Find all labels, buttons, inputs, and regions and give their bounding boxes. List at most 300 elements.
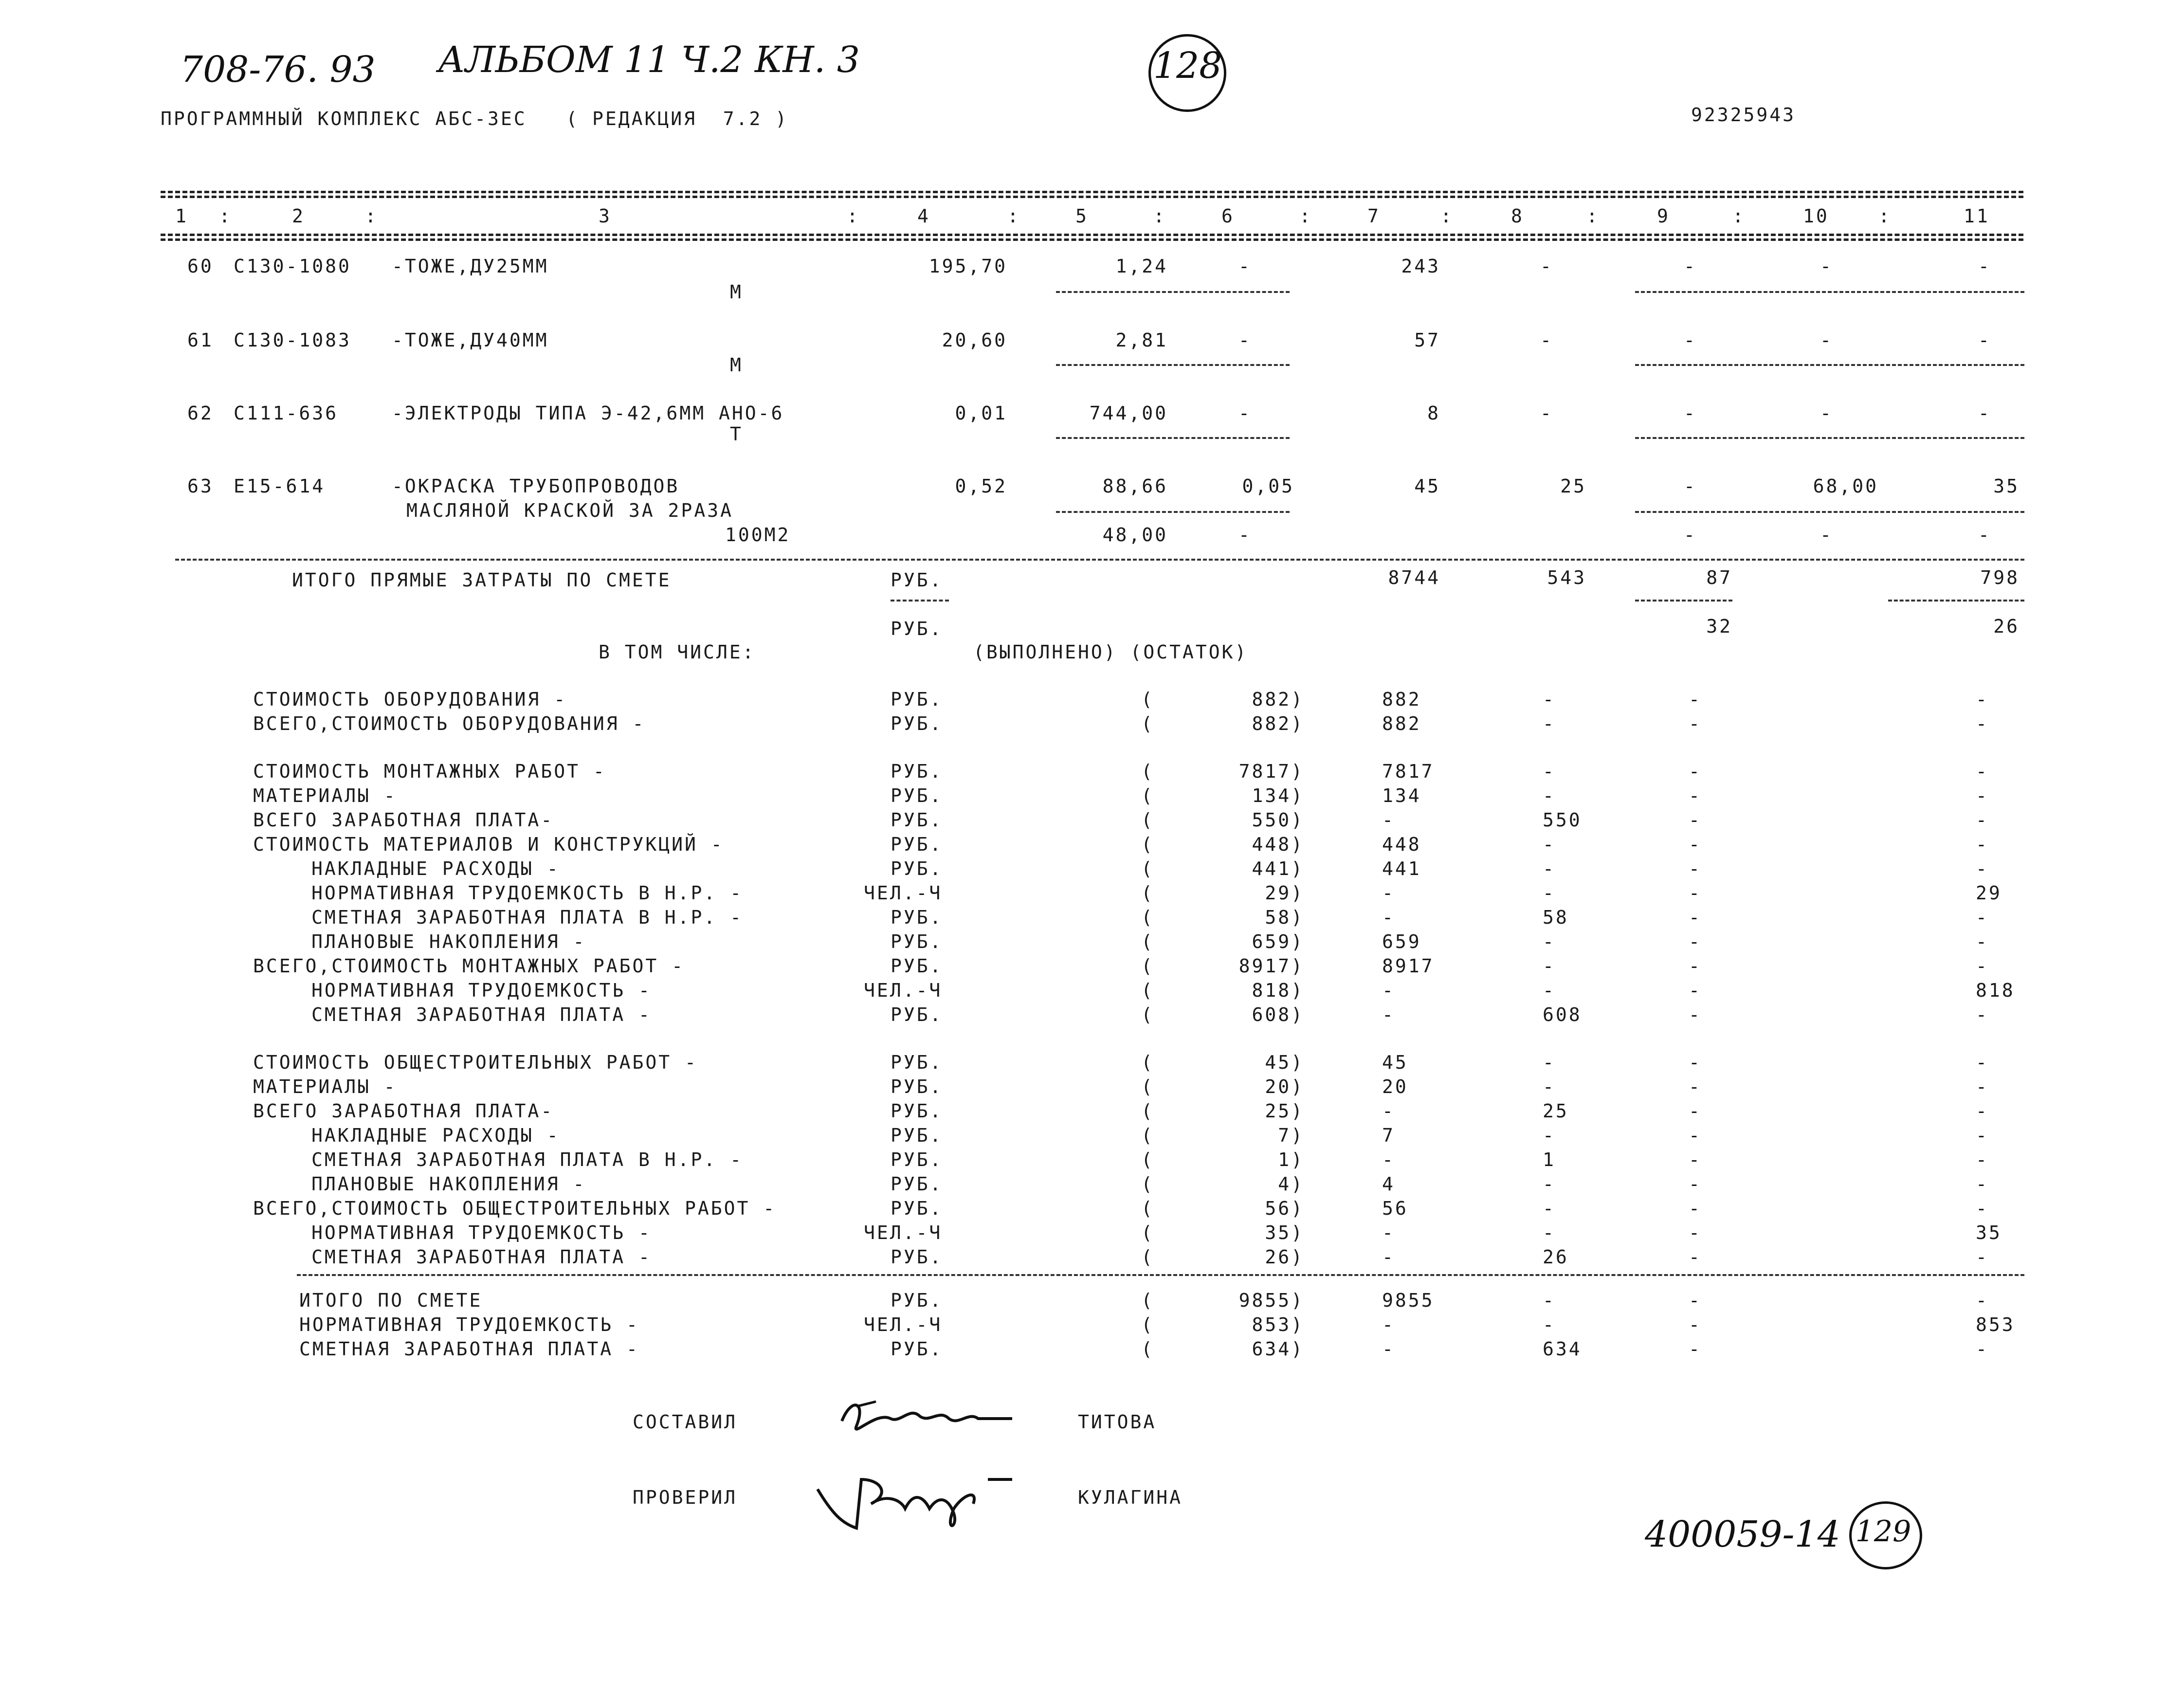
summary-c11: -: [1976, 1198, 1989, 1219]
divider: [1056, 437, 1290, 439]
item-c5: 88,66: [1102, 475, 1168, 497]
summary-c7: 20: [1382, 1076, 1408, 1097]
col-header-3: 3: [599, 205, 612, 227]
composed-label: СОСТАВИЛ: [633, 1411, 738, 1433]
summary-c9: -: [1689, 1052, 1702, 1073]
summary-unit: ЧЕЛ.-Ч: [864, 980, 943, 1001]
signature-composed: [837, 1392, 1022, 1445]
summary-c11: -: [1976, 1076, 1989, 1097]
total-direct-c9b: 32: [1706, 616, 1732, 637]
paren-open: (: [1141, 1076, 1154, 1097]
summary-c7: 882: [1382, 713, 1421, 734]
summary-unit: РУБ.: [891, 1100, 943, 1122]
item-name: -ТОЖЕ,ДУ40ММ: [392, 329, 549, 351]
album-code: 708-76. 93: [180, 49, 376, 91]
summary-c8: -: [1543, 1052, 1556, 1073]
summary-done: 26): [1265, 1246, 1304, 1268]
item-name: -ТОЖЕ,ДУ25ММ: [392, 255, 549, 277]
item-c7: 45: [1414, 475, 1440, 497]
final-unit: РУБ.: [891, 1290, 943, 1311]
summary-label: СТОИМОСТЬ МОНТАЖНЫХ РАБОТ -: [253, 761, 606, 782]
summary-c9: -: [1689, 1125, 1702, 1146]
summary-label: НОРМАТИВНАЯ ТРУДОЕМКОСТЬ -: [311, 1222, 652, 1243]
divider: [1056, 364, 1290, 366]
item-c10: -: [1820, 402, 1833, 424]
summary-c11: -: [1976, 1052, 1989, 1073]
paren-open: (: [1141, 809, 1154, 831]
final-c7: -: [1382, 1338, 1395, 1360]
col-sep: :: [1586, 205, 1600, 227]
album-title: АЛЬБОМ 11 Ч.2 КН. 3: [438, 39, 860, 81]
item-unit: Т: [730, 423, 743, 445]
item-no: 63: [187, 475, 214, 497]
final-c8: -: [1543, 1314, 1556, 1335]
program-title: ПРОГРАММНЫЙ КОМПЛЕКС АБС-ЗЕС ( РЕДАКЦИЯ 7.2 ): [161, 108, 789, 129]
summary-done: 882): [1252, 713, 1304, 734]
final-c9: -: [1689, 1338, 1702, 1360]
paren-open: (: [1141, 882, 1154, 904]
summary-label: НОРМАТИВНАЯ ТРУДОЕМКОСТЬ В Н.Р. -: [311, 882, 743, 904]
summary-c9: -: [1689, 1076, 1702, 1097]
summary-label: ВСЕГО,СТОИМОСТЬ МОНТАЖНЫХ РАБОТ -: [253, 955, 685, 977]
summary-c11: 35: [1976, 1222, 2002, 1243]
summary-c7: 441: [1382, 858, 1421, 879]
summary-done: 7): [1278, 1125, 1304, 1146]
summary-c8: -: [1543, 1076, 1556, 1097]
item-code: С111-636: [234, 402, 339, 424]
final-c11: 853: [1976, 1314, 2015, 1335]
paren-open: (: [1141, 761, 1154, 782]
divider: [1888, 600, 2024, 602]
item-c8: -: [1540, 402, 1553, 424]
summary-unit: ЧЕЛ.-Ч: [864, 1222, 943, 1243]
summary-label: ВСЕГО ЗАРАБОТНАЯ ПЛАТА-: [253, 809, 554, 831]
item-c7: 8: [1427, 402, 1440, 424]
summary-c11: -: [1976, 1246, 1989, 1268]
item-qty: 0,01: [955, 402, 1007, 424]
summary-c8: 1: [1543, 1149, 1556, 1170]
summary-c7: -: [1382, 980, 1395, 1001]
col-sep: :: [1878, 205, 1892, 227]
item-c6: -: [1238, 402, 1252, 424]
item-no: 60: [187, 255, 214, 277]
summary-unit: РУБ.: [891, 1052, 943, 1073]
paren-open: (: [1141, 834, 1154, 855]
item-c9: -: [1684, 475, 1697, 497]
summary-c11: -: [1976, 761, 1989, 782]
col-header-8: 8: [1511, 205, 1524, 227]
item-code: С130-1083: [234, 329, 351, 351]
summary-c9: -: [1689, 1198, 1702, 1219]
final-c7: 9855: [1382, 1290, 1435, 1311]
summary-unit: РУБ.: [891, 834, 943, 855]
footer-page-number: 129: [1855, 1514, 1911, 1549]
summary-label: ВСЕГО,СТОИМОСТЬ ОБЩЕСТРОИТЕЛЬНЫХ РАБОТ -: [253, 1198, 777, 1219]
col-sep: :: [1299, 205, 1312, 227]
summary-c8: -: [1543, 713, 1556, 734]
summary-done: 29): [1265, 882, 1304, 904]
summary-unit: РУБ.: [891, 689, 943, 710]
summary-label: СМЕТНАЯ ЗАРАБОТНАЯ ПЛАТА В Н.Р. -: [311, 1149, 743, 1170]
summary-c7: 4: [1382, 1173, 1395, 1195]
summary-c7: -: [1382, 1149, 1395, 1170]
summary-unit: ЧЕЛ.-Ч: [864, 882, 943, 904]
summary-unit: РУБ.: [891, 785, 943, 806]
summary-c11: -: [1976, 1149, 1989, 1170]
including-label: В ТОМ ЧИСЛЕ:: [599, 641, 756, 663]
summary-unit: РУБ.: [891, 1246, 943, 1268]
summary-c11: -: [1976, 907, 1989, 928]
divider: [1056, 291, 1290, 293]
summary-done: 882): [1252, 689, 1304, 710]
summary-c9: -: [1689, 713, 1702, 734]
summary-c8: -: [1543, 1198, 1556, 1219]
col-sep: :: [1732, 205, 1746, 227]
summary-label: НОРМАТИВНАЯ ТРУДОЕМКОСТЬ -: [311, 980, 652, 1001]
summary-label: ПЛАНОВЫЕ НАКОПЛЕНИЯ -: [311, 1173, 586, 1195]
summary-label: МАТЕРИАЛЫ -: [253, 785, 397, 806]
paren-open: (: [1141, 931, 1154, 952]
paren-open: (: [1141, 785, 1154, 806]
summary-c7: -: [1382, 1004, 1395, 1025]
total-direct-c11b: 26: [1993, 616, 2020, 637]
header-rule-top: [161, 191, 2023, 193]
summary-unit: РУБ.: [891, 1125, 943, 1146]
item-c8: 25: [1560, 475, 1586, 497]
section-rule: [297, 1274, 2024, 1276]
item-c11: -: [1978, 402, 1991, 424]
paren-open: (: [1141, 1246, 1154, 1268]
item-c6: 0,05: [1242, 475, 1294, 497]
item-no: 62: [187, 402, 214, 424]
item-code: Е15-614: [234, 475, 326, 497]
summary-c7: 8917: [1382, 955, 1435, 977]
item-qty: 195,70: [928, 255, 1007, 277]
summary-c8: -: [1543, 858, 1556, 879]
summary-c11: -: [1976, 713, 1989, 734]
divider: [1635, 600, 1732, 602]
summary-done: 441): [1252, 858, 1304, 879]
paren-open: (: [1141, 713, 1154, 734]
col-header-5: 5: [1075, 205, 1089, 227]
col-header-2: 2: [292, 205, 305, 227]
paren-open: (: [1141, 1290, 1154, 1311]
col-header-4: 4: [917, 205, 930, 227]
item-c5: 2,81: [1115, 329, 1168, 351]
item-unit: М: [730, 281, 743, 303]
final-done: 853): [1252, 1314, 1304, 1335]
item-no: 61: [187, 329, 214, 351]
item-c11: 35: [1993, 475, 2020, 497]
paren-open: (: [1141, 1125, 1154, 1146]
summary-c8: -: [1543, 689, 1556, 710]
summary-c9: -: [1689, 809, 1702, 831]
summary-done: 659): [1252, 931, 1304, 952]
item-c10: -: [1820, 255, 1833, 277]
summary-label: СТОИМОСТЬ МАТЕРИАЛОВ И КОНСТРУКЦИЙ -: [253, 834, 724, 855]
summary-c11: -: [1976, 1125, 1989, 1146]
summary-c7: 134: [1382, 785, 1421, 806]
final-unit: РУБ.: [891, 1338, 943, 1360]
paren-open: (: [1141, 1004, 1154, 1025]
item-c11: -: [1978, 255, 1991, 277]
final-label: ИТОГО ПО СМЕТЕ: [299, 1290, 483, 1311]
col-header-10: 10: [1803, 205, 1829, 227]
summary-c9: -: [1689, 858, 1702, 879]
summary-c9: -: [1689, 1246, 1702, 1268]
summary-unit: РУБ.: [891, 931, 943, 952]
item-qty: 0,52: [955, 475, 1007, 497]
summary-c11: -: [1976, 689, 1989, 710]
summary-done: 56): [1265, 1198, 1304, 1219]
summary-c11: 818: [1976, 980, 2015, 1001]
summary-unit: РУБ.: [891, 1076, 943, 1097]
summary-done: 8917): [1238, 955, 1304, 977]
col-sep: :: [365, 205, 378, 227]
final-unit: ЧЕЛ.-Ч: [864, 1314, 943, 1335]
item-c9: -: [1684, 329, 1697, 351]
item-c5: 1,24: [1115, 255, 1168, 277]
summary-c8: 26: [1543, 1246, 1569, 1268]
footer-code: 400059-14: [1645, 1514, 1840, 1555]
summary-c9: -: [1689, 1173, 1702, 1195]
summary-c8: -: [1543, 1125, 1556, 1146]
summary-c8: 550: [1543, 809, 1582, 831]
summary-c7: -: [1382, 882, 1395, 904]
paren-open: (: [1141, 858, 1154, 879]
summary-c8: -: [1543, 1173, 1556, 1195]
item-c5: 744,00: [1089, 402, 1168, 424]
summary-c7: -: [1382, 1100, 1395, 1122]
summary-c7: -: [1382, 907, 1395, 928]
section-rule: [175, 559, 2024, 561]
summary-c8: 608: [1543, 1004, 1582, 1025]
summary-c9: -: [1689, 955, 1702, 977]
summary-c7: -: [1382, 1222, 1395, 1243]
summary-label: НАКЛАДНЫЕ РАСХОДЫ -: [311, 1125, 560, 1146]
divider: [1056, 511, 1290, 513]
summary-c11: -: [1976, 1004, 1989, 1025]
summary-c9: -: [1689, 785, 1702, 806]
checked-label: ПРОВЕРИЛ: [633, 1487, 738, 1508]
summary-done: 58): [1265, 907, 1304, 928]
summary-label: ПЛАНОВЫЕ НАКОПЛЕНИЯ -: [311, 931, 586, 952]
signature-checked: [808, 1460, 1027, 1538]
summary-done: 45): [1265, 1052, 1304, 1073]
summary-c7: 882: [1382, 689, 1421, 710]
summary-c9: -: [1689, 689, 1702, 710]
summary-c7: -: [1382, 809, 1395, 831]
summary-c9: -: [1689, 1004, 1702, 1025]
total-direct-c8: 543: [1547, 567, 1586, 588]
final-c11: -: [1976, 1338, 1989, 1360]
summary-c7: 7817: [1382, 761, 1435, 782]
summary-c7: 448: [1382, 834, 1421, 855]
header-rule-bottom2: [161, 238, 2023, 241]
summary-c7: 45: [1382, 1052, 1408, 1073]
summary-label: СТОИМОСТЬ ОБЩЕСТРОИТЕЛЬНЫХ РАБОТ -: [253, 1052, 698, 1073]
divider: [1635, 437, 2024, 439]
item-c11: -: [1978, 329, 1991, 351]
summary-done: 7817): [1238, 761, 1304, 782]
divider: [1635, 511, 2024, 513]
summary-c8: -: [1543, 1222, 1556, 1243]
summary-done: 25): [1265, 1100, 1304, 1122]
total-direct-label: ИТОГО ПРЯМЫЕ ЗАТРАТЫ ПО СМЕТЕ: [292, 569, 672, 591]
paren-open: (: [1141, 1173, 1154, 1195]
summary-c9: -: [1689, 931, 1702, 952]
final-c8: 634: [1543, 1338, 1582, 1360]
item-c7: 57: [1414, 329, 1440, 351]
composed-name: ТИТОВА: [1078, 1411, 1157, 1433]
summary-c8: -: [1543, 955, 1556, 977]
summary-c11: -: [1976, 955, 1989, 977]
item-c9b: -: [1684, 524, 1697, 546]
paren-open: (: [1141, 1338, 1154, 1360]
divider: [1635, 364, 2024, 366]
item-c11b: -: [1978, 524, 1991, 546]
header-rule-top2: [161, 196, 2023, 198]
summary-done: 550): [1252, 809, 1304, 831]
summary-label: СМЕТНАЯ ЗАРАБОТНАЯ ПЛАТА В Н.Р. -: [311, 907, 743, 928]
final-c7: -: [1382, 1314, 1395, 1335]
paren-open: (: [1141, 955, 1154, 977]
summary-c8: -: [1543, 761, 1556, 782]
col-header-1: 1: [175, 205, 188, 227]
item-c8: -: [1540, 329, 1553, 351]
item-qty: 20,60: [942, 329, 1007, 351]
summary-label: МАТЕРИАЛЫ -: [253, 1076, 397, 1097]
col-sep: :: [1440, 205, 1454, 227]
summary-c11: -: [1976, 809, 1989, 831]
summary-c7: 56: [1382, 1198, 1408, 1219]
paren-open: (: [1141, 1314, 1154, 1335]
final-label: НОРМАТИВНАЯ ТРУДОЕМКОСТЬ -: [299, 1314, 639, 1335]
summary-c8: -: [1543, 785, 1556, 806]
item-c6b: -: [1238, 524, 1252, 546]
done-remaining-note: (ВЫПОЛНЕНО) (ОСТАТОК): [973, 641, 1248, 663]
summary-label: СМЕТНАЯ ЗАРАБОТНАЯ ПЛАТА -: [311, 1246, 652, 1268]
col-sep: :: [847, 205, 860, 227]
final-done: 634): [1252, 1338, 1304, 1360]
col-sep: :: [1153, 205, 1166, 227]
summary-label: НАКЛАДНЫЕ РАСХОДЫ -: [311, 858, 560, 879]
summary-unit: РУБ.: [891, 858, 943, 879]
summary-c8: 58: [1543, 907, 1569, 928]
total-direct-c7: 8744: [1388, 567, 1440, 588]
summary-unit: РУБ.: [891, 1198, 943, 1219]
item-name: -ЭЛЕКТРОДЫ ТИПА Э-42,6ММ АНО-6: [392, 402, 784, 424]
summary-unit: РУБ.: [891, 955, 943, 977]
paren-open: (: [1141, 980, 1154, 1001]
col-sep: :: [219, 205, 232, 227]
item-c10: -: [1820, 329, 1833, 351]
checked-name: КУЛАГИНА: [1078, 1487, 1183, 1508]
item-c10: 68,00: [1813, 475, 1878, 497]
item-c9: -: [1684, 402, 1697, 424]
summary-done: 134): [1252, 785, 1304, 806]
summary-c9: -: [1689, 1100, 1702, 1122]
total-direct-unit: РУБ.: [891, 569, 943, 591]
document-id: 92325943: [1691, 104, 1796, 126]
item-unit: М: [730, 354, 743, 376]
summary-c9: -: [1689, 907, 1702, 928]
item-code: С130-1080: [234, 255, 351, 277]
summary-c11: -: [1976, 1173, 1989, 1195]
summary-unit: РУБ.: [891, 713, 943, 734]
summary-c8: -: [1543, 834, 1556, 855]
divider: [891, 600, 949, 602]
summary-done: 448): [1252, 834, 1304, 855]
col-header-11: 11: [1964, 205, 1990, 227]
summary-done: 35): [1265, 1222, 1304, 1243]
summary-label: СТОИМОСТЬ ОБОРУДОВАНИЯ -: [253, 689, 567, 710]
paren-open: (: [1141, 907, 1154, 928]
page-number: 128: [1153, 45, 1222, 87]
col-header-9: 9: [1657, 205, 1670, 227]
col-sep: :: [1007, 205, 1020, 227]
paren-open: (: [1141, 689, 1154, 710]
item-c9: -: [1684, 255, 1697, 277]
paren-open: (: [1141, 1100, 1154, 1122]
summary-c11: -: [1976, 858, 1989, 879]
summary-c11: -: [1976, 1100, 1989, 1122]
paren-open: (: [1141, 1052, 1154, 1073]
total-direct-c9: 87: [1706, 567, 1732, 588]
final-label: СМЕТНАЯ ЗАРАБОТНАЯ ПЛАТА -: [299, 1338, 639, 1360]
summary-c8: 25: [1543, 1100, 1569, 1122]
final-c11: -: [1976, 1290, 1989, 1311]
item-c5b: 48,00: [1102, 524, 1168, 546]
summary-label: ВСЕГО ЗАРАБОТНАЯ ПЛАТА-: [253, 1100, 554, 1122]
paren-open: (: [1141, 1149, 1154, 1170]
summary-unit: РУБ.: [891, 761, 943, 782]
summary-c9: -: [1689, 1222, 1702, 1243]
summary-label: СМЕТНАЯ ЗАРАБОТНАЯ ПЛАТА -: [311, 1004, 652, 1025]
summary-unit: РУБ.: [891, 1149, 943, 1170]
summary-c7: 659: [1382, 931, 1421, 952]
summary-done: 608): [1252, 1004, 1304, 1025]
summary-c11: 29: [1976, 882, 2002, 904]
total-direct-c11: 798: [1980, 567, 2020, 588]
final-c8: -: [1543, 1290, 1556, 1311]
summary-done: 818): [1252, 980, 1304, 1001]
header-rule-bottom: [161, 234, 2023, 236]
summary-unit: РУБ.: [891, 809, 943, 831]
summary-c8: -: [1543, 980, 1556, 1001]
item-name-cont: МАСЛЯНОЙ КРАСКОЙ ЗА 2РАЗА: [406, 500, 733, 521]
item-name: -ОКРАСКА ТРУБОПРОВОДОВ: [392, 475, 680, 497]
paren-open: (: [1141, 1222, 1154, 1243]
col-header-7: 7: [1367, 205, 1381, 227]
summary-unit: РУБ.: [891, 907, 943, 928]
final-c9: -: [1689, 1314, 1702, 1335]
summary-c11: -: [1976, 931, 1989, 952]
summary-done: 1): [1278, 1149, 1304, 1170]
summary-c8: -: [1543, 931, 1556, 952]
summary-c11: -: [1976, 785, 1989, 806]
divider: [1635, 291, 2024, 293]
summary-done: 4): [1278, 1173, 1304, 1195]
item-c8: -: [1540, 255, 1553, 277]
paren-open: (: [1141, 1198, 1154, 1219]
item-c6: -: [1238, 329, 1252, 351]
summary-unit: РУБ.: [891, 1004, 943, 1025]
summary-c7: -: [1382, 1246, 1395, 1268]
final-c9: -: [1689, 1290, 1702, 1311]
summary-c9: -: [1689, 1149, 1702, 1170]
total-direct-unit2: РУБ.: [891, 618, 943, 639]
